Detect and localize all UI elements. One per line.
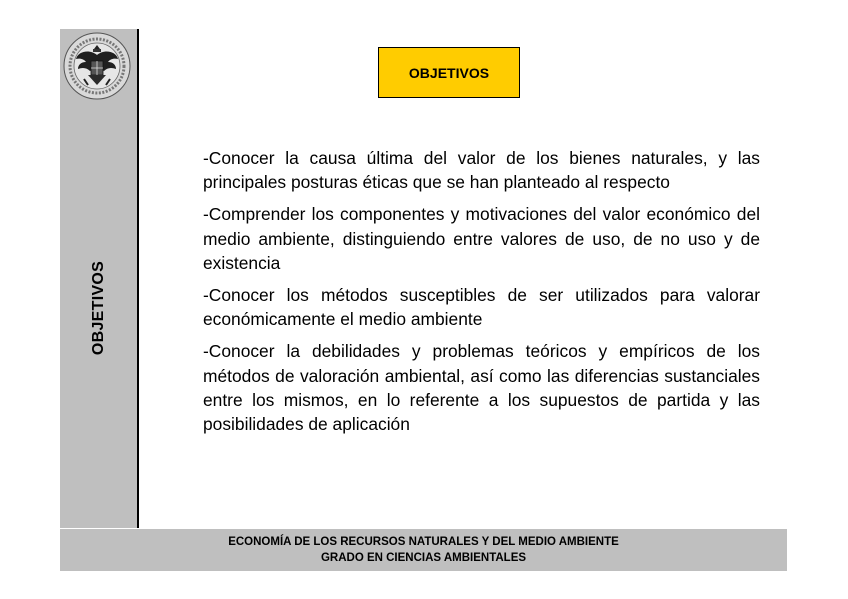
university-seal-icon — [62, 31, 132, 101]
objective-item: -Comprender los componentes y motivaciones del valor económico del medio ambiente, distinguiendo entre valores de uso, de no uso y de existencia — [203, 204, 760, 273]
page-title: OBJETIVOS — [378, 47, 520, 98]
sidebar-divider — [137, 29, 139, 528]
objective-item: -Conocer los métodos susceptibles de ser utilizados para valorar económicamente el medio ambiente — [203, 285, 760, 330]
objectives-list — [203, 146, 760, 444]
objective-item: -Conocer la debilidades y problemas teóricos y empíricos de los métodos de valoración ambiental, así como las diferencias sustanciales entre los mismos, en lo referente a los supuestos de partida y las posibilidades de aplicación — [203, 341, 760, 435]
footer — [60, 529, 787, 571]
objective-item: -Conocer la causa última del valor de los bienes naturales, y las principales posturas éticas que se han planteado al respecto — [203, 148, 760, 193]
footer-degree-title: GRADO EN CIENCIAS AMBIENTALES — [320, 552, 527, 564]
footer-course-title: ECONOMÍA DE LOS RECURSOS NATURALES Y DEL MEDIO AMBIENTE — [228, 536, 619, 548]
sidebar-title: OBJETIVOS — [90, 260, 107, 356]
